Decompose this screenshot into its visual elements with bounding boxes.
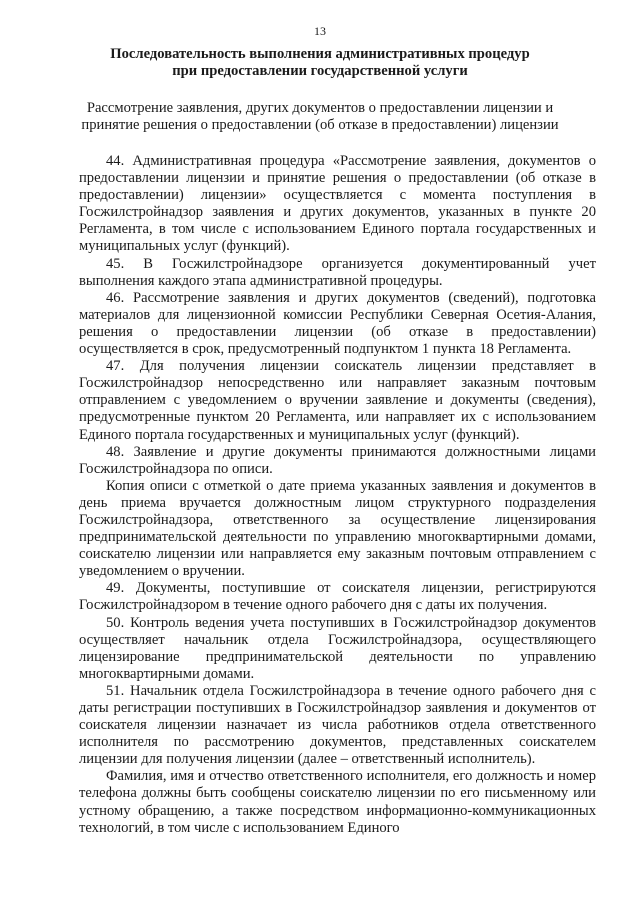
subsection-heading-line-1: Рассмотрение заявления, других документов о предоставлении лицензии и (86, 100, 554, 116)
subsection-heading-line-2: принятие решения о предоставлении (об отказе в предоставлении) лицензии (81, 117, 559, 133)
paragraph-50: 50. Контроль ведения учета поступивших в Госжилстройнадзор документов осуществляет начальник отдела Госжилстройнадзора, осуществляющего лицензирование предпринимательской деятельности по управлению многоквартирными домами. (79, 614, 596, 682)
document-body (79, 153, 596, 837)
paragraph-44: 44. Административная процедура «Рассмотрение заявления, документов о предоставлении лицензии и принятие решения о предоставлении (об отказе в предоставлении) лицензии» осуществляется с момента поступления в Госжилстройнадзор заявления и других документов, указанных в пункте 20 Регламента, в том числе с использованием Единого портала государственных и муниципальных услуг (функций). (79, 153, 596, 255)
paragraph-45: 45. В Госжилстройнадзоре организуется документированный учет выполнения каждого этапа административной процедуры. (79, 255, 596, 289)
paragraph-46: 46. Рассмотрение заявления и других документов (сведений), подготовка материалов для лицензионной комиссии Республики Северная Осетия-Алания, решения о предоставлении лицензии (об отказе в предоставлении) осуществляется в срок, предусмотренный подпунктом 1 пункта 18 Регламента. (79, 289, 596, 358)
paragraph-51-contact-info: Фамилия, имя и отчество ответственного исполнителя, его должность и номер телефона должны быть сообщены соискателю лицензии по его письменному или устному обращению, а также посредством информационно-коммуникационных технологий, в том числе с использованием Единого (79, 768, 596, 836)
paragraph-48-copy-of-inventory: Копия описи с отметкой о дате приема указанных заявления и документов в день приема вручается должностным лицом структурного подразделения Госжилстройнадзора, ответственного за осуществление лицензирования предпринимательской деятельности по управлению многоквартирными домами, соискателю лицензии или направляется ему заказным почтовым отправлением с уведомлением о вручении. (79, 477, 596, 580)
paragraph-48: 48. Заявление и другие документы принимаются должностными лицами Госжилстройнадзора по описи. (79, 443, 596, 477)
section-heading-line-2: при предоставлении государственной услуги (172, 63, 468, 79)
subsection-heading (60, 100, 580, 134)
paragraph-51: 51. Начальник отдела Госжилстройнадзора в течение одного рабочего дня с даты регистрации поступивших в Госжилстройнадзор заявления и документов от соискателя лицензии назначает из числа работников отдела ответственного исполнителя по рассмотрению документов, представленных соискателем лицензии для получения лицензии (далее – ответственный исполнитель). (79, 682, 596, 768)
paragraph-49: 49. Документы, поступившие от соискателя лицензии, регистрируются Госжилстройнадзором в течение одного рабочего дня с даты их получения. (79, 580, 596, 614)
paragraph-47: 47. Для получения лицензии соискатель лицензии представляет в Госжилстройнадзор непосредственно или направляет заказным почтовым отправлением с уведомлением о вручении заявление и документы (сведения), предусмотренные пунктом 20 Регламента, или направляет их с использованием Единого портала государственных и муниципальных услуг (функций). (79, 358, 596, 443)
page-number: 13 (314, 24, 326, 38)
section-heading-line-1: Последовательность выполнения административных процедур (110, 46, 530, 62)
section-heading (60, 46, 580, 80)
